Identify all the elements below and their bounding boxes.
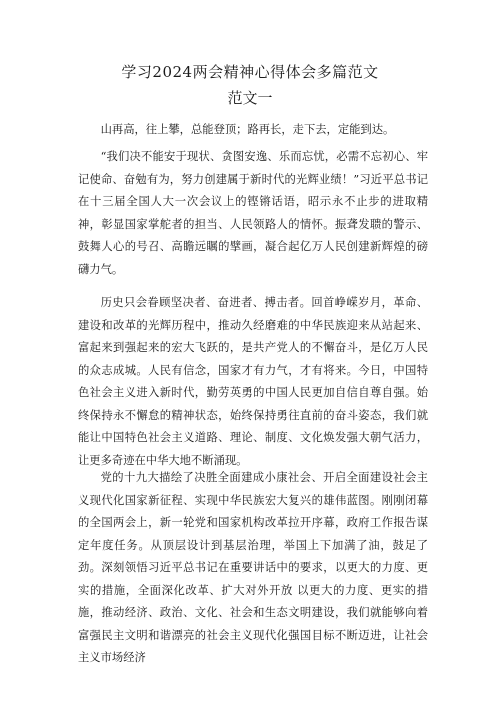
- document-title: 学习2024两会精神心得体会多篇范文: [121, 63, 379, 81]
- paragraph-text: 山再高，往上攀，总能登顶；路再长，走下去，定能到达。: [100, 123, 395, 136]
- document-subtitle: 范文一: [227, 89, 273, 107]
- paragraph-2: [78, 146, 428, 281]
- paragraph-text: “我们决不能安于现状、贪图安逸、乐而忘忧，必需不忘初心、牢记使命、奋勉有为，努力创建属于新时代的光辉业绩！”习近平总书记在十三届全国人大一次会议上的铿锵话语，昭示永不止步的进取精神，彰显国家掌舵者的担当、人民领路人的情怀。振聋发聩的警示、鼓舞人心的号召、高瞻远瞩的擘画，凝合起亿万人民创建新辉煌的磅礴力气。: [78, 150, 428, 276]
- paragraph-1: [78, 119, 428, 142]
- paragraph-4: [78, 467, 428, 670]
- paragraph-text: 党的十九大描绘了决胜全面建成小康社会、开启全面建设社会主义现代化国家新征程、实现中华民族宏大复兴的雄伟蓝图。刚刚闭幕的全国两会上，新一轮党和国家机构改革拉开序幕，政府工作报告谋定年度任务。从顶层设计到基层治理，举国上下加满了油，鼓足了劲。深刻领悟习近平总书记在重要讲话中的要求，以更大的力度、更实的措施，全面深化改革、扩大对外开放 以更大的力度、更实的措施，推动经济、政治、文化、社会和生态文明建设，我们就能够向着富强民主文明和谐漂亮的社会主义现代化强国目标不断迈进，让社会主义市场经济: [78, 471, 428, 664]
- paragraph-3: [78, 292, 428, 472]
- paragraph-text: 历史只会眷顾坚决者、奋进者、搏击者。回首峥嵘岁月，革命、建设和改革的光辉历程中，推动久经磨难的中华民族迎来从站起来、富起来到强起来的宏大飞跃的，是共产党人的不懈奋斗，是亿万人民的众志成城。人民有信念，国家才有力气，才有将来。今日，中国特色社会主义进入新时代，勤劳英勇的中国人民更加自信自尊自强。始终保持永不懈怠的精神状态，始终保持勇往直前的奋斗姿态，我们就能让中国特色社会主义道路、理论、制度、文化焕发强大朝气活力，让更多奇迹在中华大地不断涌现。: [78, 296, 428, 467]
